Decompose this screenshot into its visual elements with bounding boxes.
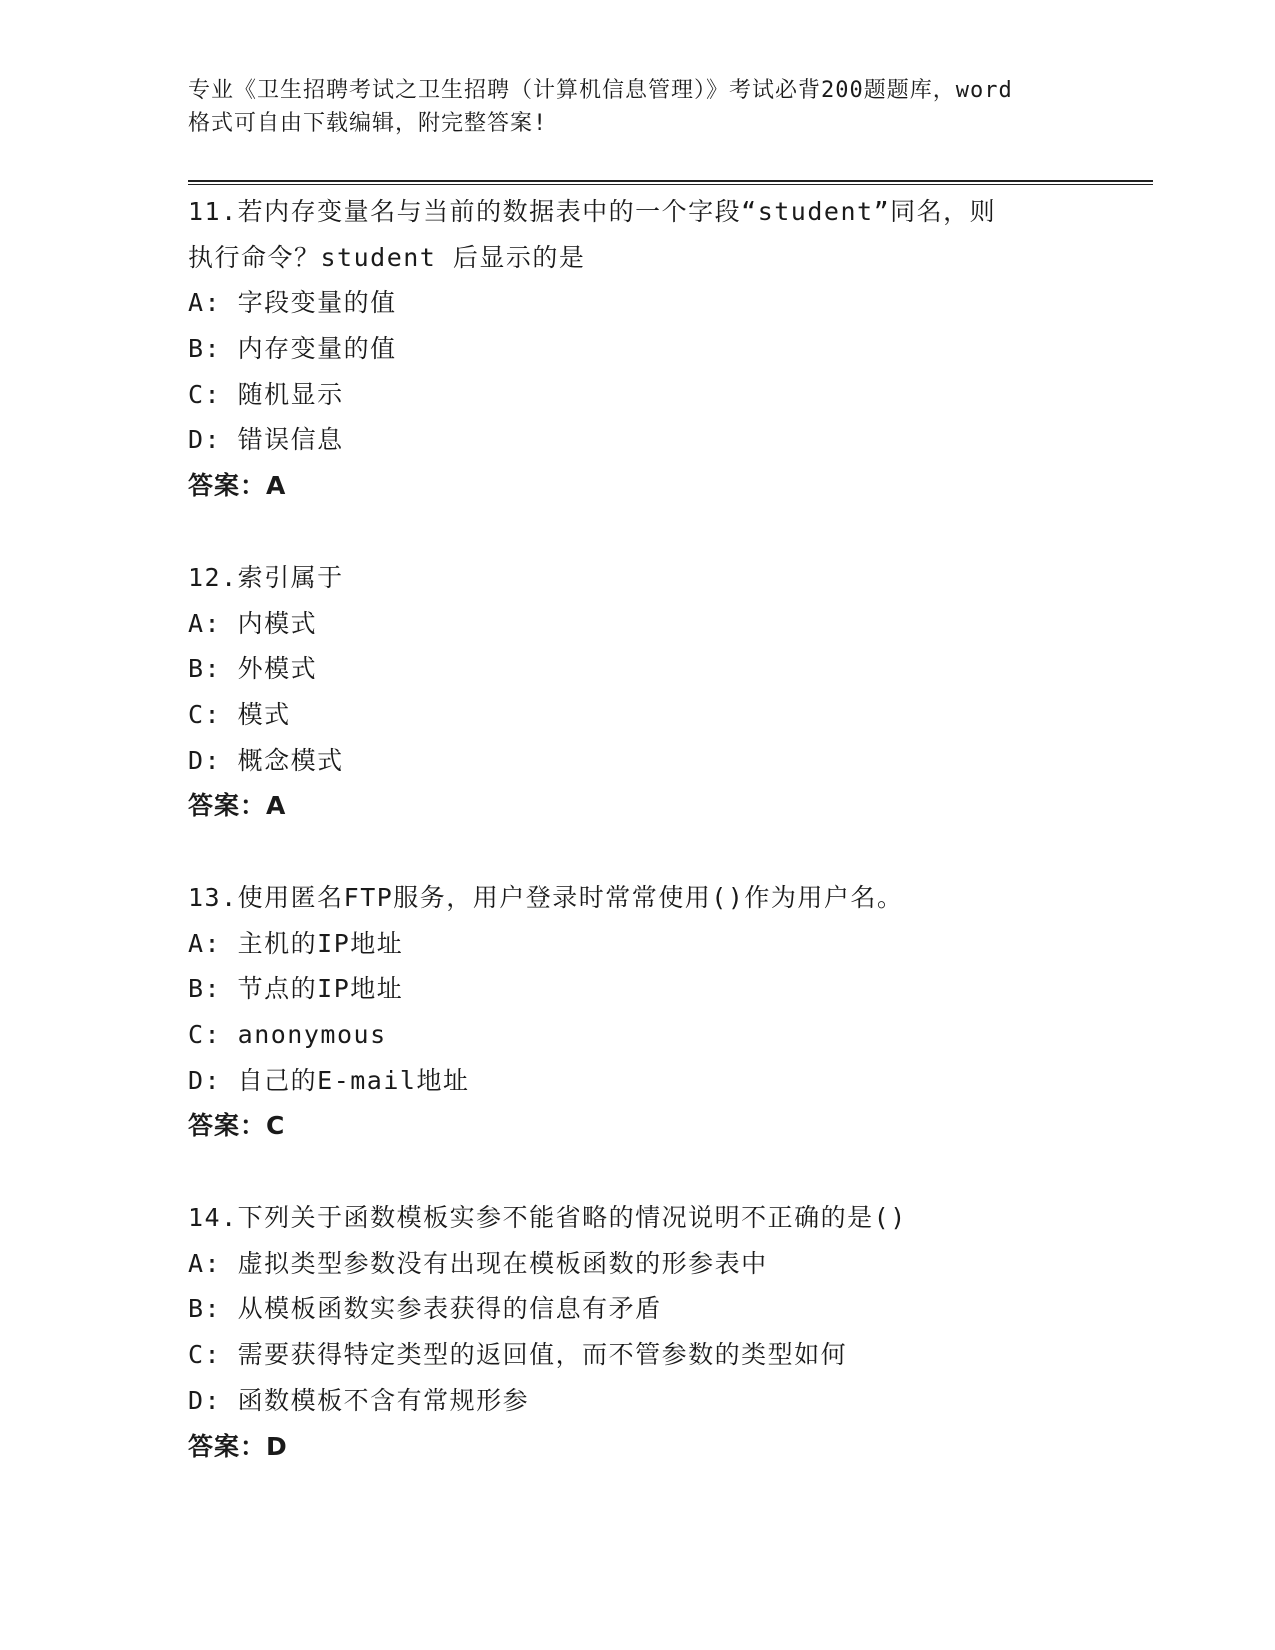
question-stem-line: 13.使用匿名FTP服务，用户登录时常常使用()作为用户名。 [188,882,904,912]
question-stem-line: 12.索引属于 [188,562,344,592]
option-b: B: 外模式 [188,654,318,684]
question-14 [188,1195,1088,1469]
question-13 [188,875,1088,1149]
question-list [188,189,1088,1515]
answer: 答案：A [188,471,287,501]
option-c: C: 模式 [188,699,291,729]
option-a: A: 虚拟类型参数没有出现在模板函数的形参表中 [188,1248,768,1278]
option-d: D: 函数模板不含有常规形参 [188,1385,530,1415]
option-a: A: 内模式 [188,608,318,638]
option-d: D: 自己的E-mail地址 [188,1065,470,1095]
option-d: D: 概念模式 [188,745,344,775]
question-stem-line: 14.下列关于函数模板实参不能省略的情况说明不正确的是() [188,1203,907,1233]
option-c: C: 需要获得特定类型的返回值，而不管参数的类型如何 [188,1340,848,1370]
question-stem-line: 执行命令？student 后显示的是 [188,242,586,272]
option-d: D: 错误信息 [188,425,344,455]
option-c: C: anonymous [188,1020,387,1049]
answer: 答案：C [188,1111,286,1141]
answer: 答案：D [188,1431,288,1461]
question-12 [188,555,1088,829]
option-c: C: 随机显示 [188,379,344,409]
answer: 答案：A [188,791,287,821]
question-stem-line: 11.若内存变量名与当前的数据表中的一个字段“student”同名，则 [188,197,997,226]
header-divider [188,180,1153,182]
header-divider-thin [188,184,1153,185]
question-11 [188,189,1088,509]
option-b: B: 节点的IP地址 [188,974,404,1004]
option-b: B: 内存变量的值 [188,334,397,364]
option-a: A: 主机的IP地址 [188,928,404,958]
header-line-1: 专业《卫生招聘考试之卫生招聘（计算机信息管理）》考试必背200题题库，word [188,78,1013,103]
option-b: B: 从模板函数实参表获得的信息有矛盾 [188,1294,662,1324]
option-a: A: 字段变量的值 [188,288,397,318]
header-line-2: 格式可自由下载编辑，附完整答案! [188,111,548,136]
document-header [188,74,1088,140]
